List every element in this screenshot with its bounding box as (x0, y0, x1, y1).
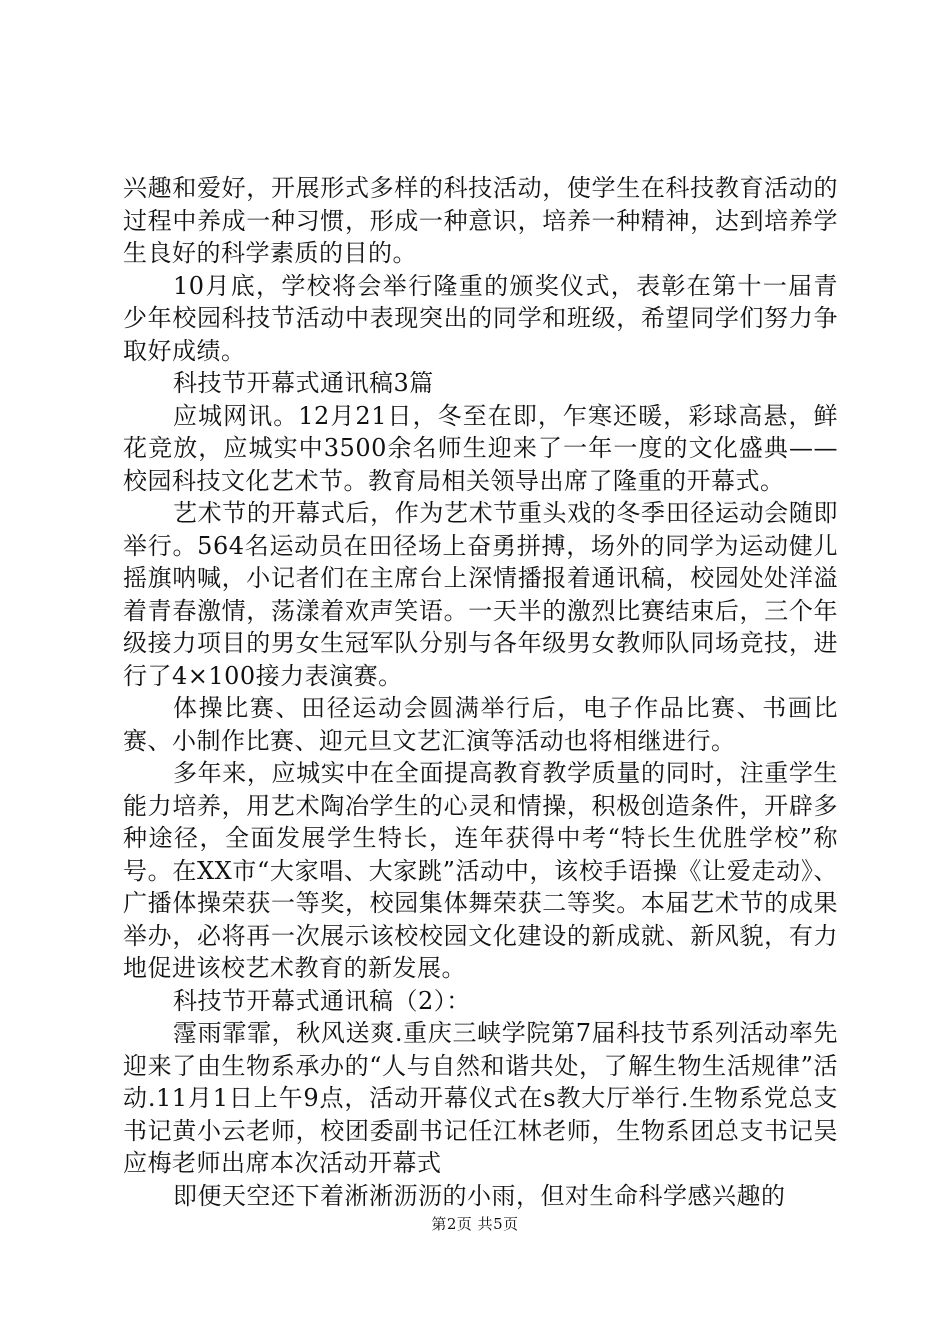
paragraph-10: 即便天空还下着淅淅沥沥的小雨，但对生命科学感兴趣的 (173, 1181, 786, 1210)
paragraph-2: 10月底，学校将会举行隆重的颁奖仪式，表彰在第十一届青少年校园科技节活动中表现突出的同学和班级，希望同学们努力争取好成绩。 (123, 271, 838, 365)
document-body (123, 172, 838, 1212)
paragraph-1: 兴趣和爱好，开展形式多样的科技活动，使学生在科技教育活动的过程中养成一种习惯，形成一种意识，培养一种精神，达到培养学生良好的科学素质的目的。 (123, 174, 838, 267)
paragraph-5: 艺术节的开幕式后，作为艺术节重头戏的冬季田径运动会随即举行。564名运动员在田径场上奋勇拼搏，场外的同学为运动健儿摇旗呐喊，小记者们在主席台上深情播报着通讯稿，校园处处洋溢着青春激情，荡漾着欢声笑语。一天半的激烈比赛结束后，三个年级接力项目的男女生冠军队分别与各年级男女教师队同场竞技，进行了4×100接力表演赛。 (123, 499, 838, 690)
section-heading-2: 科技节开幕式通讯稿（2）： (173, 986, 471, 1015)
paragraph-6: 体操比赛、田径运动会圆满举行后，电子作品比赛、书画比赛、小制作比赛、迎元旦文艺汇演等活动也将相继进行。 (123, 694, 838, 755)
paragraph-7: 多年来，应城实中在全面提高教育教学质量的同时，注重学生能力培养，用艺术陶冶学生的心灵和情操，积极创造条件，开辟多种途径，全面发展学生特长，连年获得中考“特长生优胜学校”称号。在XX市“大家唱、大家跳”活动中，该校手语操《让爱走动》、广播体操荣获一等奖，校园集体舞荣获二等奖。本届艺术节的成果举办，必将再一次展示该校校园文化建设的新成就、新风貌，有力地促进该校艺术教育的新发展。 (123, 759, 838, 982)
page-number-footer: 第2页 共5页 (431, 1215, 519, 1233)
paragraph-4: 应城网讯。12月21日，冬至在即，乍寒还暖，彩球高悬，鲜花竞放，应城实中3500余名师生迎来了一年一度的文化盛典——校园科技文化艺术节。教育局相关领导出席了隆重的开幕式。 (123, 401, 838, 495)
paragraph-9: 霪雨霏霏，秋风送爽.重庆三峡学院第7届科技节系列活动率先迎来了由生物系承办的“人与自然和谐共处，了解生物生活规律”活动.11月1日上午9点，活动开幕仪式在s教大厅举行.生物系党总支书记黄小云老师，校团委副书记任江林老师，生物系团总支书记吴应梅老师出席本次活动开幕式 (123, 1019, 838, 1177)
section-heading-3-articles: 科技节开幕式通讯稿3篇 (173, 369, 434, 397)
